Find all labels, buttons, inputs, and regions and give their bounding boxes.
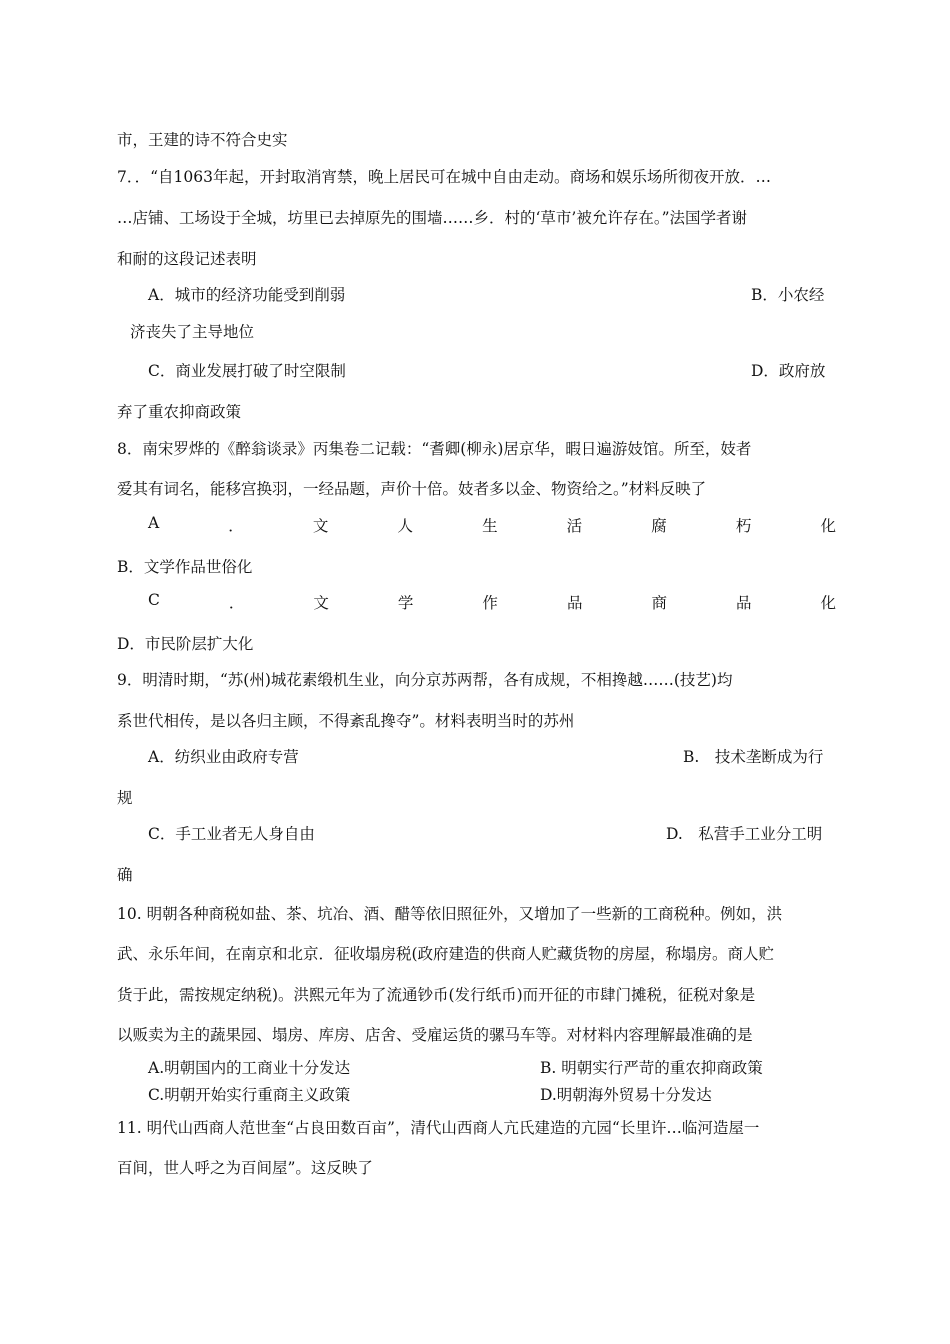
option-8c-char: C bbox=[148, 591, 160, 609]
option-8c-char: 学 bbox=[397, 594, 414, 612]
option-8a-char: 朽 bbox=[735, 517, 752, 535]
question-9-stem: 9．明清时期，“苏(州)城花素缎机生业，向分京苏两帮，各有成规，不相搀越……(技艺)均 bbox=[117, 671, 733, 689]
option-9a: A．纺织业由政府专营 bbox=[148, 748, 299, 766]
question-10-stem: 以贩卖为主的蔬果园、塌房、库房、店舍、受雇运货的骡马车等。对材料内容理解最准确的是 bbox=[117, 1026, 753, 1044]
option-8c-char: ． bbox=[228, 594, 245, 612]
option-10a: A.明朝国内的工商业十分发达 bbox=[148, 1059, 351, 1077]
option-8a-char: ． bbox=[228, 517, 244, 535]
question-10-stem: 武、永乐年间，在南京和北京．征收塌房税(政府建造的供商人贮藏货物的房屋，称塌房。商人贮 bbox=[117, 945, 775, 963]
question-11-stem: 百间，世人呼之为百间屋”。这反映了 bbox=[117, 1159, 373, 1177]
option-8a-char: 文 bbox=[312, 517, 329, 535]
question-8-stem: 8．南宋罗烨的《醉翁谈录》丙集卷二记载：“耆卿(柳永)居京华，暇日遍游妓馆。所至，妓者 bbox=[117, 440, 752, 458]
option-9b-cont: 规 bbox=[117, 789, 133, 807]
question-8-stem: 爱其有词名，能移宫换羽，一经品题，声价十倍。妓者多以金、物资给之。”材料反映了 bbox=[117, 480, 707, 498]
option-8a-char: 化 bbox=[820, 517, 836, 535]
option-8c-char: 化 bbox=[820, 594, 836, 612]
option-9d: D. 私营手工业分工明 bbox=[666, 825, 823, 843]
option-10c: C.明朝开始实行重商主义政策 bbox=[148, 1086, 351, 1104]
question-10-stem: 货于此，需按规定纳税)。洪熙元年为了流通钞币(发行纸币)而开征的市肆门摊税，征税对象是 bbox=[117, 986, 756, 1004]
option-7d-cont: 弃了重农抑商政策 bbox=[117, 403, 242, 421]
option-9b: B. 技术垄断成为行 bbox=[683, 748, 824, 766]
question-7-stem: …店铺、工场设于全城，坊里已去掉原先的围墙……乡．村的‘草市’被允许存在。”法国学者谢 bbox=[117, 209, 748, 227]
option-8c-char: 品 bbox=[566, 594, 583, 612]
option-8a bbox=[148, 514, 836, 536]
option-10d: D.明朝海外贸易十分发达 bbox=[540, 1086, 712, 1104]
option-8c-char: 商 bbox=[651, 594, 667, 612]
option-8c-char: 文 bbox=[313, 594, 329, 612]
option-7c: C．商业发展打破了时空限制 bbox=[148, 362, 346, 380]
option-8a-char: A bbox=[148, 514, 160, 532]
option-9d-cont: 确 bbox=[117, 866, 133, 884]
option-8a-char: 腐 bbox=[651, 517, 667, 535]
option-8a-char: 生 bbox=[482, 517, 498, 535]
question-10-stem: 10. 明朝各种商税如盐、茶、坑冶、酒、醋等依旧照征外，又增加了一些新的工商税种。例如，洪 bbox=[117, 905, 783, 923]
option-7b: B．小农经 bbox=[751, 286, 825, 304]
question-9-stem: 系世代相传，是以各归主顾，不得紊乱搀夺”。材料表明当时的苏州 bbox=[117, 712, 575, 730]
option-8c bbox=[148, 591, 836, 613]
option-8c-char: 品 bbox=[735, 594, 752, 612]
option-8c-char: 作 bbox=[482, 594, 498, 612]
option-8a-char: 人 bbox=[397, 517, 413, 535]
option-7a: A．城市的经济功能受到削弱 bbox=[148, 286, 346, 304]
option-8d: D．市民阶层扩大化 bbox=[117, 635, 254, 653]
option-7b-cont: 济丧失了主导地位 bbox=[130, 323, 255, 341]
option-8b: B．文学作品世俗化 bbox=[117, 558, 253, 576]
option-10b: B. 明朝实行严苛的重农抑商政策 bbox=[540, 1059, 763, 1077]
text-line: 市，王建的诗不符合史实 bbox=[117, 131, 288, 149]
question-7-stem: 和耐的这段记述表明 bbox=[117, 250, 257, 268]
question-7-stem: 7．．“自1063年起，开封取消宵禁，晚上居民可在城中自由走动。商场和娱乐场所彻夜开放．… bbox=[117, 168, 771, 186]
option-7d: D．政府放 bbox=[751, 362, 826, 380]
option-9c: C．手工业者无人身自由 bbox=[148, 825, 315, 843]
question-11-stem: 11. 明代山西商人范世奎“占良田数百亩”，清代山西商人亢氏建造的亢园“长里许…临河造屋一 bbox=[117, 1119, 760, 1137]
option-8a-char: 活 bbox=[566, 517, 583, 535]
